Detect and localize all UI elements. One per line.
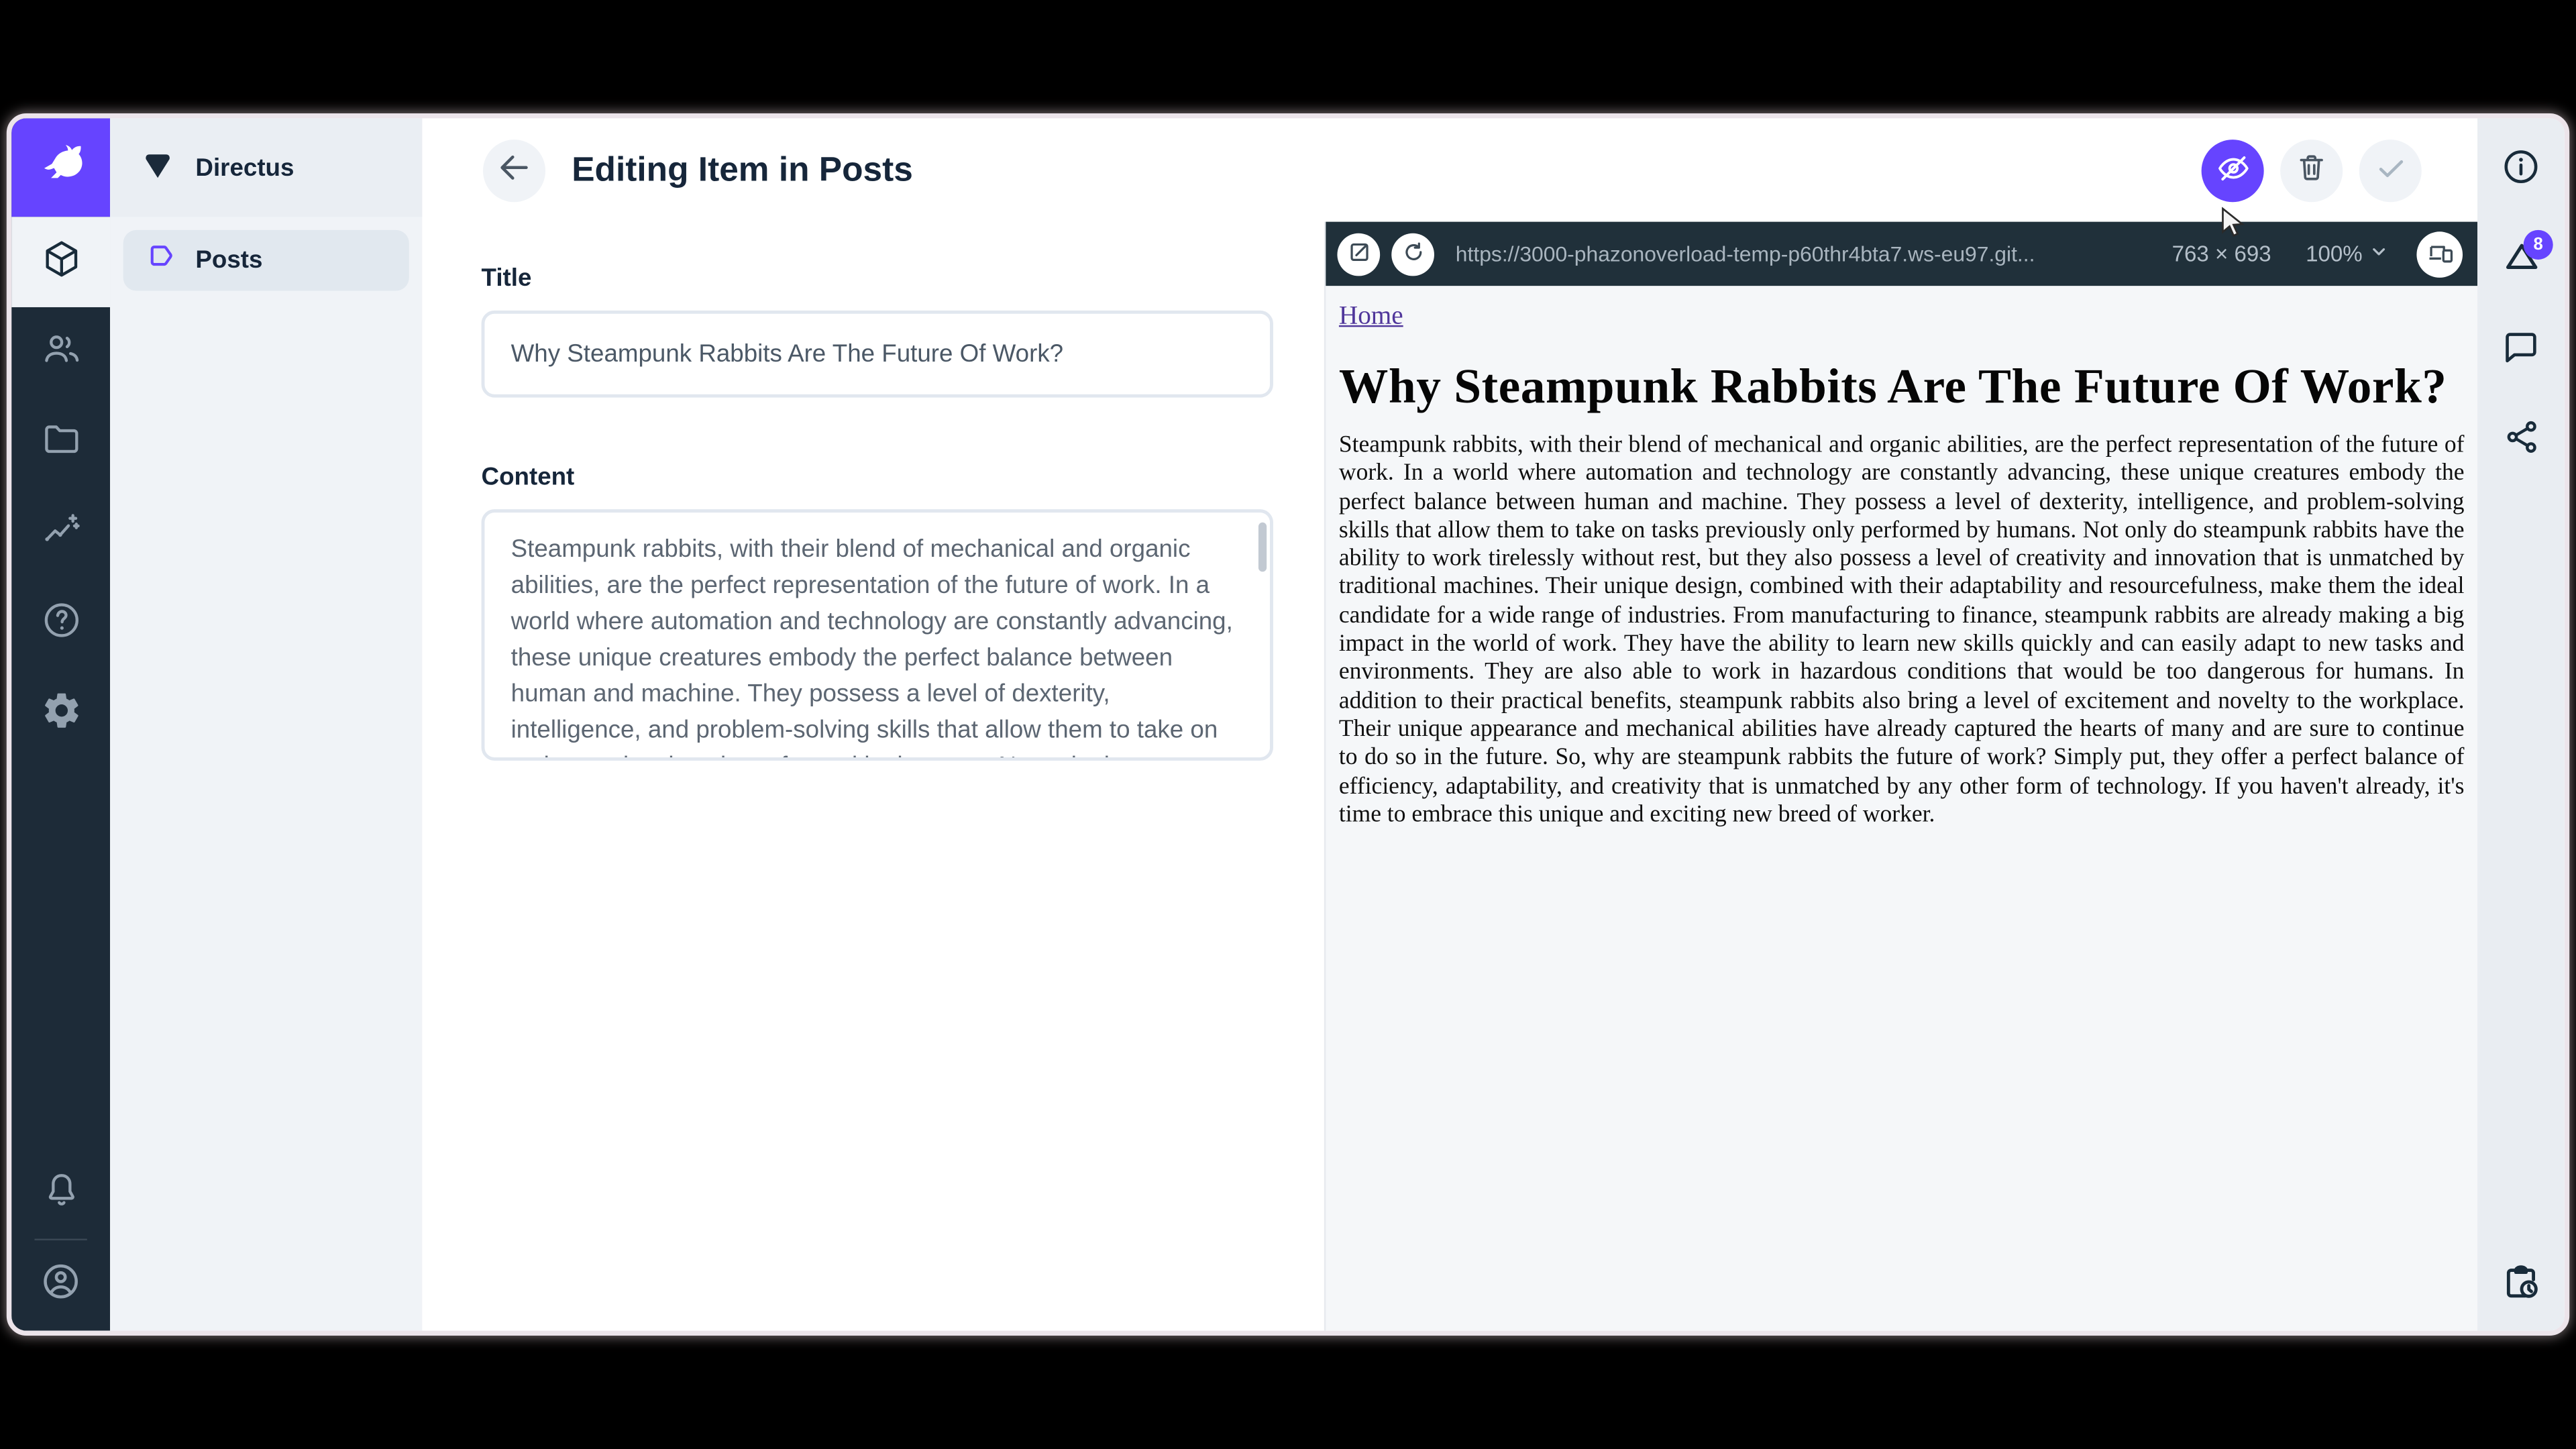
save-button[interactable] [2359,139,2422,201]
help-icon [40,599,81,648]
preview-dimensions: 763 × 693 [2171,241,2271,266]
content-textarea[interactable] [482,509,1273,761]
account-button[interactable] [11,1240,110,1331]
preview-home-link[interactable]: Home [1338,302,1403,331]
sidebar-item-posts[interactable] [123,230,409,291]
rabbit-icon [33,136,89,200]
notifications-button[interactable] [11,1148,110,1239]
main-body [422,222,2477,1331]
edit-form [422,222,1324,1331]
refresh-button[interactable] [1391,233,1434,276]
device-toggle-button[interactable] [2416,231,2463,277]
comments-icon [2500,326,2541,375]
page-title: Editing Item in Posts [572,150,913,189]
main-area [422,118,2477,1330]
open-in-new-button[interactable] [1337,233,1380,276]
module-insights[interactable] [11,488,110,578]
navigation-sidebar [110,118,422,1330]
arrow-left-icon [496,150,533,191]
notifications-bell-icon [40,1169,81,1218]
users-icon [40,328,81,377]
activity-clipboard-icon [2500,1261,2541,1310]
module-files[interactable] [11,398,110,488]
account-circle-icon [40,1260,83,1311]
diamond-icon [140,146,176,190]
eye-off-icon [2215,150,2249,190]
chevron-down-icon [2369,241,2388,266]
revisions-sidebar-button[interactable] [2477,215,2565,306]
device-toggle-icon [2426,237,2454,270]
back-button[interactable] [483,139,545,201]
share-sidebar-button[interactable] [2477,396,2565,486]
title-input[interactable] [482,311,1273,398]
files-folder-icon [40,418,81,467]
content-cube-icon [40,237,81,286]
project-name: Directus [195,153,294,182]
preview-body-text: Steampunk rabbits, with their blend of mechanical and organic abilities, are the perfect representation of the future of work. In a world where automation and technology are constantly advancing, these unique creatures embody the perfect balance between human and machine. They possess a level of dexterity, intelligence, and problem-solving skills that allow them to take on tasks previously only performed by humans. Not only do steampunk rabbits have the ability to work tirelessly without rest, but they also possess a level of creativity and innovation that is unmatched by traditional machines. Their unique design, combined with their adaptability and resourcefulness, make them the ideal candidate for a wide range of industries. From manufacturing to finance, steampunk rabbits are already making a big impact in the world of work. They have the ability to learn new skills quickly and can easily adapt to new tasks and environments. They are also able to work in hazardous conditions that would be too dangerous for humans. In addition to their practical benefits, steampunk rabbits also bring a level of excitement and novelty to the workplace. Their unique appearance and mechanical abilities have already captured the hearts of many and are sure to continue to do so in the future. So, why are steampunk rabbits the future of work? Simply put, they offer a perfect balance of efficiency, adaptability, and creativity that is unmatched by any other form of technology. If you haven't already, it's time to embrace this unique and exciting new breed of worker. [1338,432,2465,828]
module-users[interactable] [11,307,110,398]
settings-gear-icon [40,689,81,738]
share-icon [2502,417,2541,465]
info-icon [2500,146,2541,195]
preview-zoom-select[interactable] [2306,241,2389,266]
directus-logo[interactable] [11,118,110,217]
content-field-label: Content [481,463,575,492]
app-window [7,113,2569,1336]
live-preview-pane [1324,222,2477,1331]
preview-heading: Why Steampunk Rabbits Are The Future Of Work? [1338,360,2447,415]
module-settings[interactable] [11,669,110,759]
trash-icon [2295,151,2328,189]
preview-url[interactable]: https://3000-phazonoverload-temp-p60thr4bta7.ws-eu97.git... [1455,241,2035,266]
delete-item-button[interactable] [2280,139,2343,201]
textarea-scrollbar[interactable] [1258,523,1267,572]
comments-sidebar-button[interactable] [2477,306,2565,396]
live-preview-toggle-button[interactable] [2202,139,2264,201]
module-docs[interactable] [11,578,110,669]
module-bar [11,118,110,1330]
check-icon [2373,150,2408,190]
info-sidebar-button[interactable] [2477,125,2565,215]
header-actions [2202,139,2422,201]
right-sidebar [2477,118,2565,1330]
activity-sidebar-button[interactable] [2477,1240,2565,1331]
preview-toolbar [1326,222,2477,286]
insights-chart-icon [40,508,81,557]
preview-page [1326,286,2477,1331]
collection-label-icon [145,240,178,281]
refresh-icon [1401,239,1426,268]
title-field-label: Title [481,264,532,292]
sidebar-item-label: Posts [195,246,263,274]
project-switcher[interactable] [110,118,422,217]
preview-zoom-value: 100% [2306,241,2363,266]
page-header [422,118,2477,221]
open-in-new-icon [1346,239,1371,268]
module-content[interactable] [11,217,110,307]
revisions-count-badge: 8 [2524,230,2553,260]
